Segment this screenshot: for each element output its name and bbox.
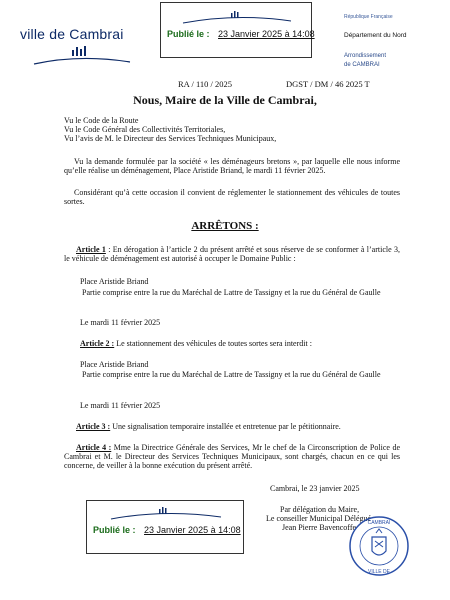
reference-ra: RA / 110 / 2025 — [178, 79, 232, 89]
stamp-date: 23 Janvier 2025 à 14:08 — [218, 29, 315, 39]
signatory-name: Jean Pierre Bavencoffe — [282, 523, 357, 532]
stamp-label: Publié le : — [167, 29, 210, 39]
article-4 — [64, 443, 400, 471]
logo-text: ville de Cambrai — [20, 26, 124, 42]
article-2-date: Le mardi 11 février 2025 — [80, 401, 161, 410]
considerant-paragraph: Considérant qu’à cette occasion il convient de réglementer le stationnement des véhicules de toutes sortes. — [64, 188, 400, 207]
publication-stamp-top — [160, 2, 315, 58]
stamp-logo-icon — [87, 501, 243, 523]
publication-stamp-bottom — [86, 500, 244, 554]
article-4-label: Article 4 : — [76, 443, 112, 452]
arrondissement-block — [344, 52, 386, 70]
article-2-label: Article 2 : — [80, 339, 115, 348]
vu-item: Vu le Code Général des Collectivités Territoriales, — [64, 125, 226, 135]
article-1-label: Article 1 — [76, 245, 106, 254]
logo-skyline-icon — [20, 22, 138, 68]
article-2-place: Place Aristide Briand — [80, 360, 149, 369]
article-3-text: Une signalisation temporaire installée et entretenue par le pétitionnaire. — [110, 422, 341, 431]
request-paragraph: Vu la demande formulée par la société « les déménageurs bretons », par laquelle elle nous informe qu’elle réalise un déménagement, Place Aristide Briand, le mardi 11 février 2025. — [64, 157, 400, 176]
arretons-heading: ARRÊTONS : — [191, 220, 259, 232]
article-2-partie: Partie comprise entre la rue du Maréchal de Lattre de Tassigny et la rue du Général de Gaulle — [82, 370, 381, 379]
vus-list — [64, 116, 400, 144]
republique-label: République Française — [344, 14, 393, 20]
svg-text:CAMBRAI: CAMBRAI — [367, 520, 391, 526]
svg-text:VILLE DE: VILLE DE — [368, 569, 390, 575]
page-title: Nous, Maire de la Ville de Cambrai, — [133, 93, 317, 107]
arrondissement-name: de CAMBRAI — [344, 62, 380, 68]
delegation-line: Par délégation du Maire, — [280, 505, 360, 514]
article-2 — [80, 339, 400, 348]
departement-label: Département du Nord — [344, 32, 407, 39]
reference-dgst: DGST / DM / 46 2025 T — [286, 79, 370, 89]
vu-item: Vu l’avis de M. le Directeur des Services Techniques Municipaux, — [64, 134, 277, 144]
stamp-date: 23 Janvier 2025 à 14:08 — [144, 525, 241, 535]
stamp-label: Publié le : — [93, 525, 136, 535]
article-1-place: Place Aristide Briand — [80, 277, 149, 286]
conseiller-line: Le conseiller Municipal Délégué — [266, 514, 372, 523]
article-1-text: : En dérogation à l’article 2 du présent arrêté et sous réserve de se conformer à l’article 3, le véhicule de déménagement est autorisé à occuper le Domaine Public : — [64, 245, 400, 264]
vu-item: Vu le Code de la Route — [64, 116, 139, 125]
article-1-partie: Partie comprise entre la rue du Maréchal de Lattre de Tassigny et la rue du Général de Gaulle — [82, 288, 381, 297]
arrondissement-label: Arrondissement — [344, 53, 387, 59]
article-1 — [64, 245, 400, 263]
place-date: Cambrai, le 23 janvier 2025 — [270, 484, 360, 493]
article-3 — [64, 422, 400, 431]
article-2-text: Le stationnement des véhicules de toutes sortes sera interdit : — [114, 339, 312, 348]
article-1-date: Le mardi 11 février 2025 — [80, 318, 161, 327]
article-4-text: Mme la Directrice Générale des Services, Mr le chef de la Circonscription de Police de Cambrai et M. le Directeur des Services Techniques Municipaux, sont chargés, chacun en ce qui les concerne, de veiller à la bonne exécution du présent arrêté. — [64, 443, 400, 471]
article-3-label: Article 3 : — [76, 422, 111, 431]
city-seal-icon — [348, 515, 410, 577]
city-logo — [20, 22, 138, 68]
stamp-logo-icon — [161, 3, 311, 27]
